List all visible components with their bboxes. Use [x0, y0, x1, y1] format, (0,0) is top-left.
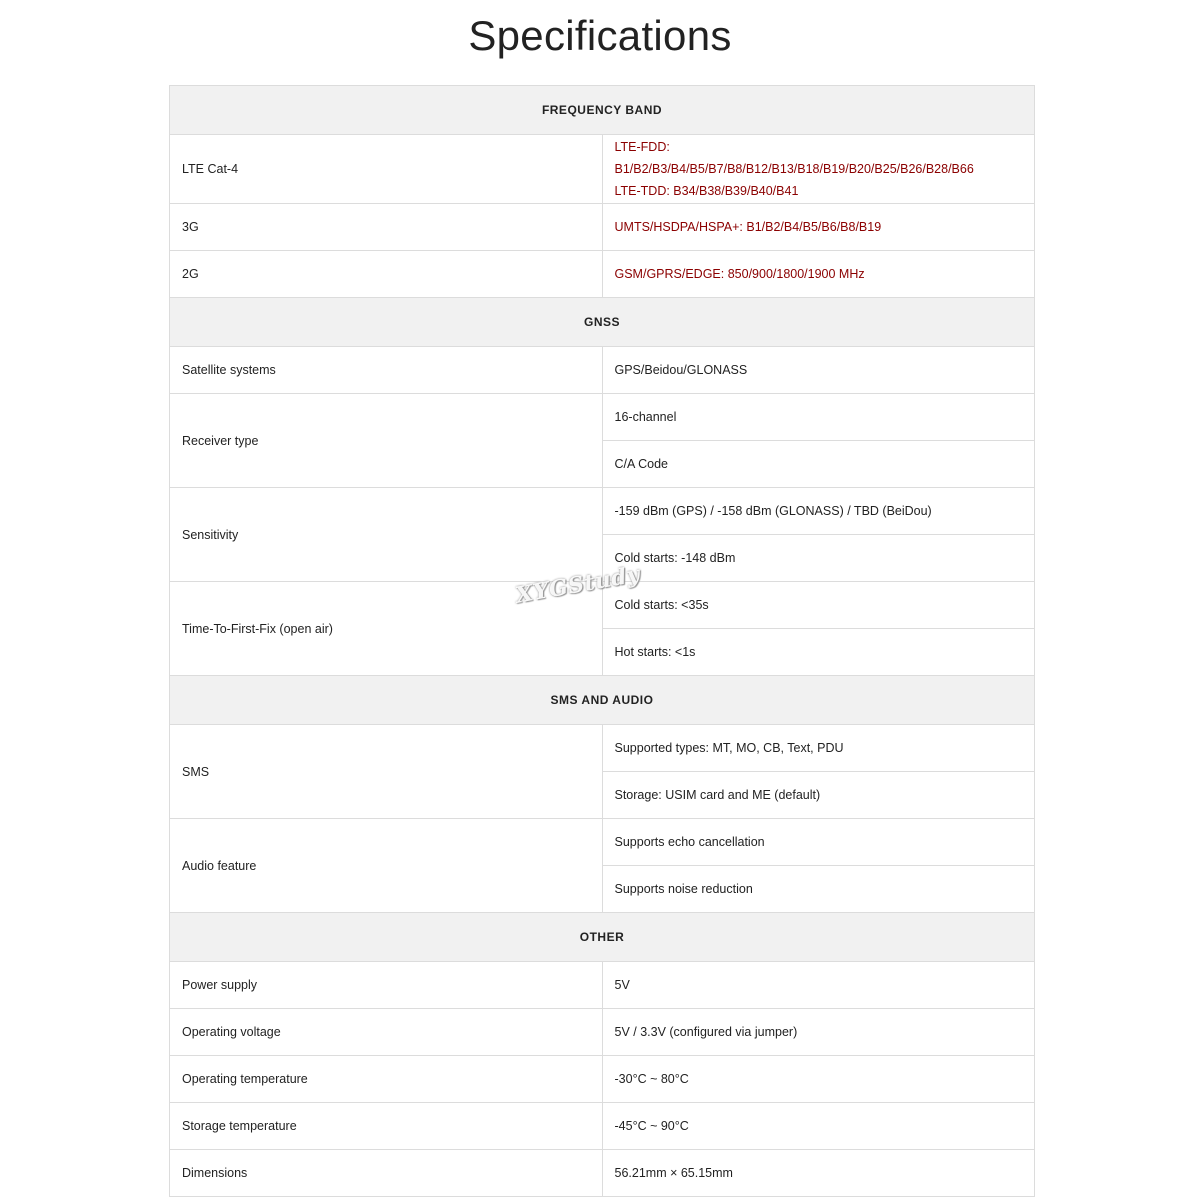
row-label-receiver-type: Receiver type	[170, 394, 603, 488]
table-row	[170, 819, 1035, 866]
row-label-ttff: Time-To-First-Fix (open air)	[170, 582, 603, 676]
table-row	[170, 204, 1035, 251]
section-header-row	[170, 86, 1035, 135]
spec-table	[169, 85, 1035, 1197]
table-row	[170, 1056, 1035, 1103]
row-label-lte-cat4: LTE Cat-4	[170, 135, 603, 204]
section-header-row	[170, 298, 1035, 347]
row-value-power-supply: 5V	[602, 962, 1035, 1009]
section-header-row	[170, 676, 1035, 725]
value-line-lte-tdd: LTE-TDD: B34/B38/B39/B40/B41	[614, 184, 799, 198]
row-value-receiver-channels: 16-channel	[602, 394, 1035, 441]
row-value-sensitivity-tracking: -159 dBm (GPS) / -158 dBm (GLONASS) / TBD (BeiDou)	[602, 488, 1035, 535]
value-line-lte-fdd: LTE-FDD: B1/B2/B3/B4/B5/B7/B8/B12/B13/B18/B19/B20/B25/B26/B28/B66	[614, 140, 974, 176]
row-value-2g: GSM/GPRS/EDGE: 850/900/1800/1900 MHz	[602, 251, 1035, 298]
section-header-frequency-band: FREQUENCY BAND	[170, 86, 1035, 135]
row-label-storage-temperature: Storage temperature	[170, 1103, 603, 1150]
row-value-satellite-systems: GPS/Beidou/GLONASS	[602, 347, 1035, 394]
row-label-3g: 3G	[170, 204, 603, 251]
page-title: Specifications	[468, 12, 732, 59]
row-value-audio-echo: Supports echo cancellation	[602, 819, 1035, 866]
row-value-receiver-code: C/A Code	[602, 441, 1035, 488]
row-value-operating-temperature: -30°C ~ 80°C	[602, 1056, 1035, 1103]
table-row	[170, 347, 1035, 394]
row-label-operating-temperature: Operating temperature	[170, 1056, 603, 1103]
table-row	[170, 725, 1035, 772]
row-label-satellite-systems: Satellite systems	[170, 347, 603, 394]
table-row	[170, 251, 1035, 298]
section-header-sms-audio: SMS AND AUDIO	[170, 676, 1035, 725]
section-header-other: OTHER	[170, 913, 1035, 962]
row-value-sms-types: Supported types: MT, MO, CB, Text, PDU	[602, 725, 1035, 772]
watermark: XYGStudy	[513, 561, 643, 609]
table-row	[170, 582, 1035, 629]
row-value-audio-noise: Supports noise reduction	[602, 866, 1035, 913]
table-row	[170, 962, 1035, 1009]
section-header-gnss: GNSS	[170, 298, 1035, 347]
row-value-ttff-hot: Hot starts: <1s	[602, 629, 1035, 676]
row-value-ttff-cold: Cold starts: <35s	[602, 582, 1035, 629]
table-row	[170, 135, 1035, 204]
row-label-power-supply: Power supply	[170, 962, 603, 1009]
table-row	[170, 394, 1035, 441]
row-label-sms: SMS	[170, 725, 603, 819]
row-value-3g: UMTS/HSDPA/HSPA+: B1/B2/B4/B5/B6/B8/B19	[602, 204, 1035, 251]
row-label-operating-voltage: Operating voltage	[170, 1009, 603, 1056]
row-label-sensitivity: Sensitivity	[170, 488, 603, 582]
row-label-audio-feature: Audio feature	[170, 819, 603, 913]
table-row	[170, 488, 1035, 535]
row-value-storage-temperature: -45°C ~ 90°C	[602, 1103, 1035, 1150]
row-value-sms-storage: Storage: USIM card and ME (default)	[602, 772, 1035, 819]
table-row	[170, 1150, 1035, 1197]
row-value-sensitivity-cold: Cold starts: -148 dBm	[602, 535, 1035, 582]
row-value-lte-cat4	[602, 135, 1035, 204]
row-label-dimensions: Dimensions	[170, 1150, 603, 1197]
row-label-2g: 2G	[170, 251, 603, 298]
row-value-operating-voltage: 5V / 3.3V (configured via jumper)	[602, 1009, 1035, 1056]
section-header-row	[170, 913, 1035, 962]
table-row	[170, 1009, 1035, 1056]
row-value-dimensions: 56.21mm × 65.15mm	[602, 1150, 1035, 1197]
table-row	[170, 1103, 1035, 1150]
